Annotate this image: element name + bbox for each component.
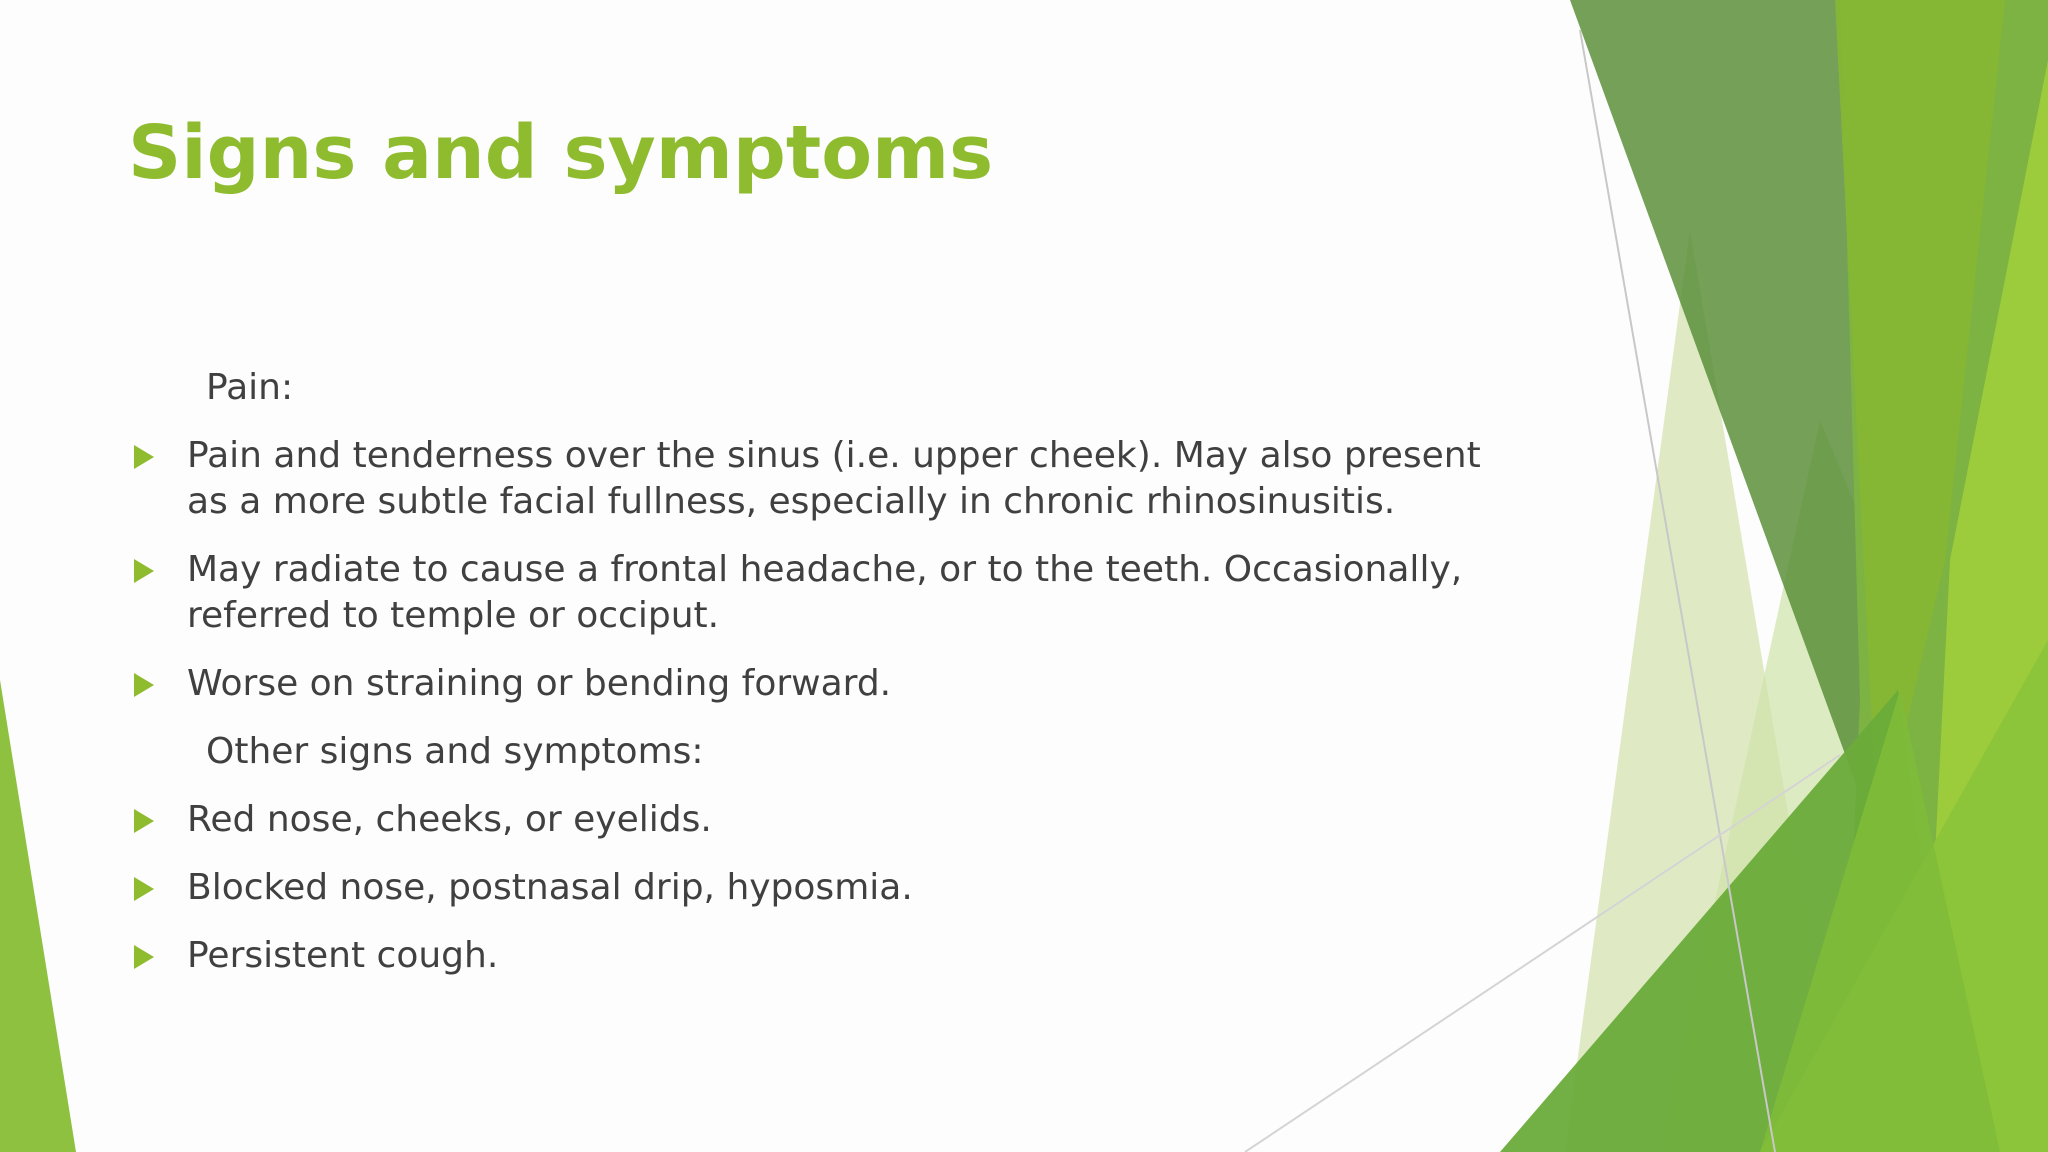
- bullet-text: May radiate to cause a frontal headache, or to the teeth. Occasionally, referred to temple or occiput.: [187, 549, 1463, 636]
- triangle-arrow-bullet-icon: [134, 559, 154, 583]
- bullet-item: [128, 797, 1528, 843]
- bullet-item: [128, 865, 1528, 911]
- left-green-sliver: [0, 680, 76, 1152]
- bullet-item: [128, 933, 1528, 979]
- bullet-item: [128, 547, 1528, 639]
- bullet-item: [128, 661, 1528, 707]
- triangle-arrow-bullet-icon: [134, 445, 154, 469]
- slide-body: [128, 365, 1528, 1001]
- slide-title: Signs and symptoms: [128, 110, 994, 196]
- bullet-text: Worse on straining or bending forward.: [187, 663, 892, 704]
- bullet-text: Pain and tenderness over the sinus (i.e. upper cheek). May also present as a more subtle facial fullness, especially in chronic rhinosinusitis.: [187, 435, 1481, 522]
- triangle-arrow-bullet-icon: [134, 673, 154, 697]
- bullet-item: [128, 433, 1528, 525]
- section-heading-other: Other signs and symptoms:: [206, 731, 704, 772]
- bullet-text: Persistent cough.: [187, 935, 499, 976]
- bullet-text: Red nose, cheeks, or eyelids.: [187, 799, 712, 840]
- triangle-arrow-bullet-icon: [134, 945, 154, 969]
- bullet-text: Blocked nose, postnasal drip, hyposmia.: [187, 867, 913, 908]
- triangle-arrow-bullet-icon: [134, 877, 154, 901]
- section-heading-pain: Pain:: [206, 367, 294, 408]
- triangle-arrow-bullet-icon: [134, 809, 154, 833]
